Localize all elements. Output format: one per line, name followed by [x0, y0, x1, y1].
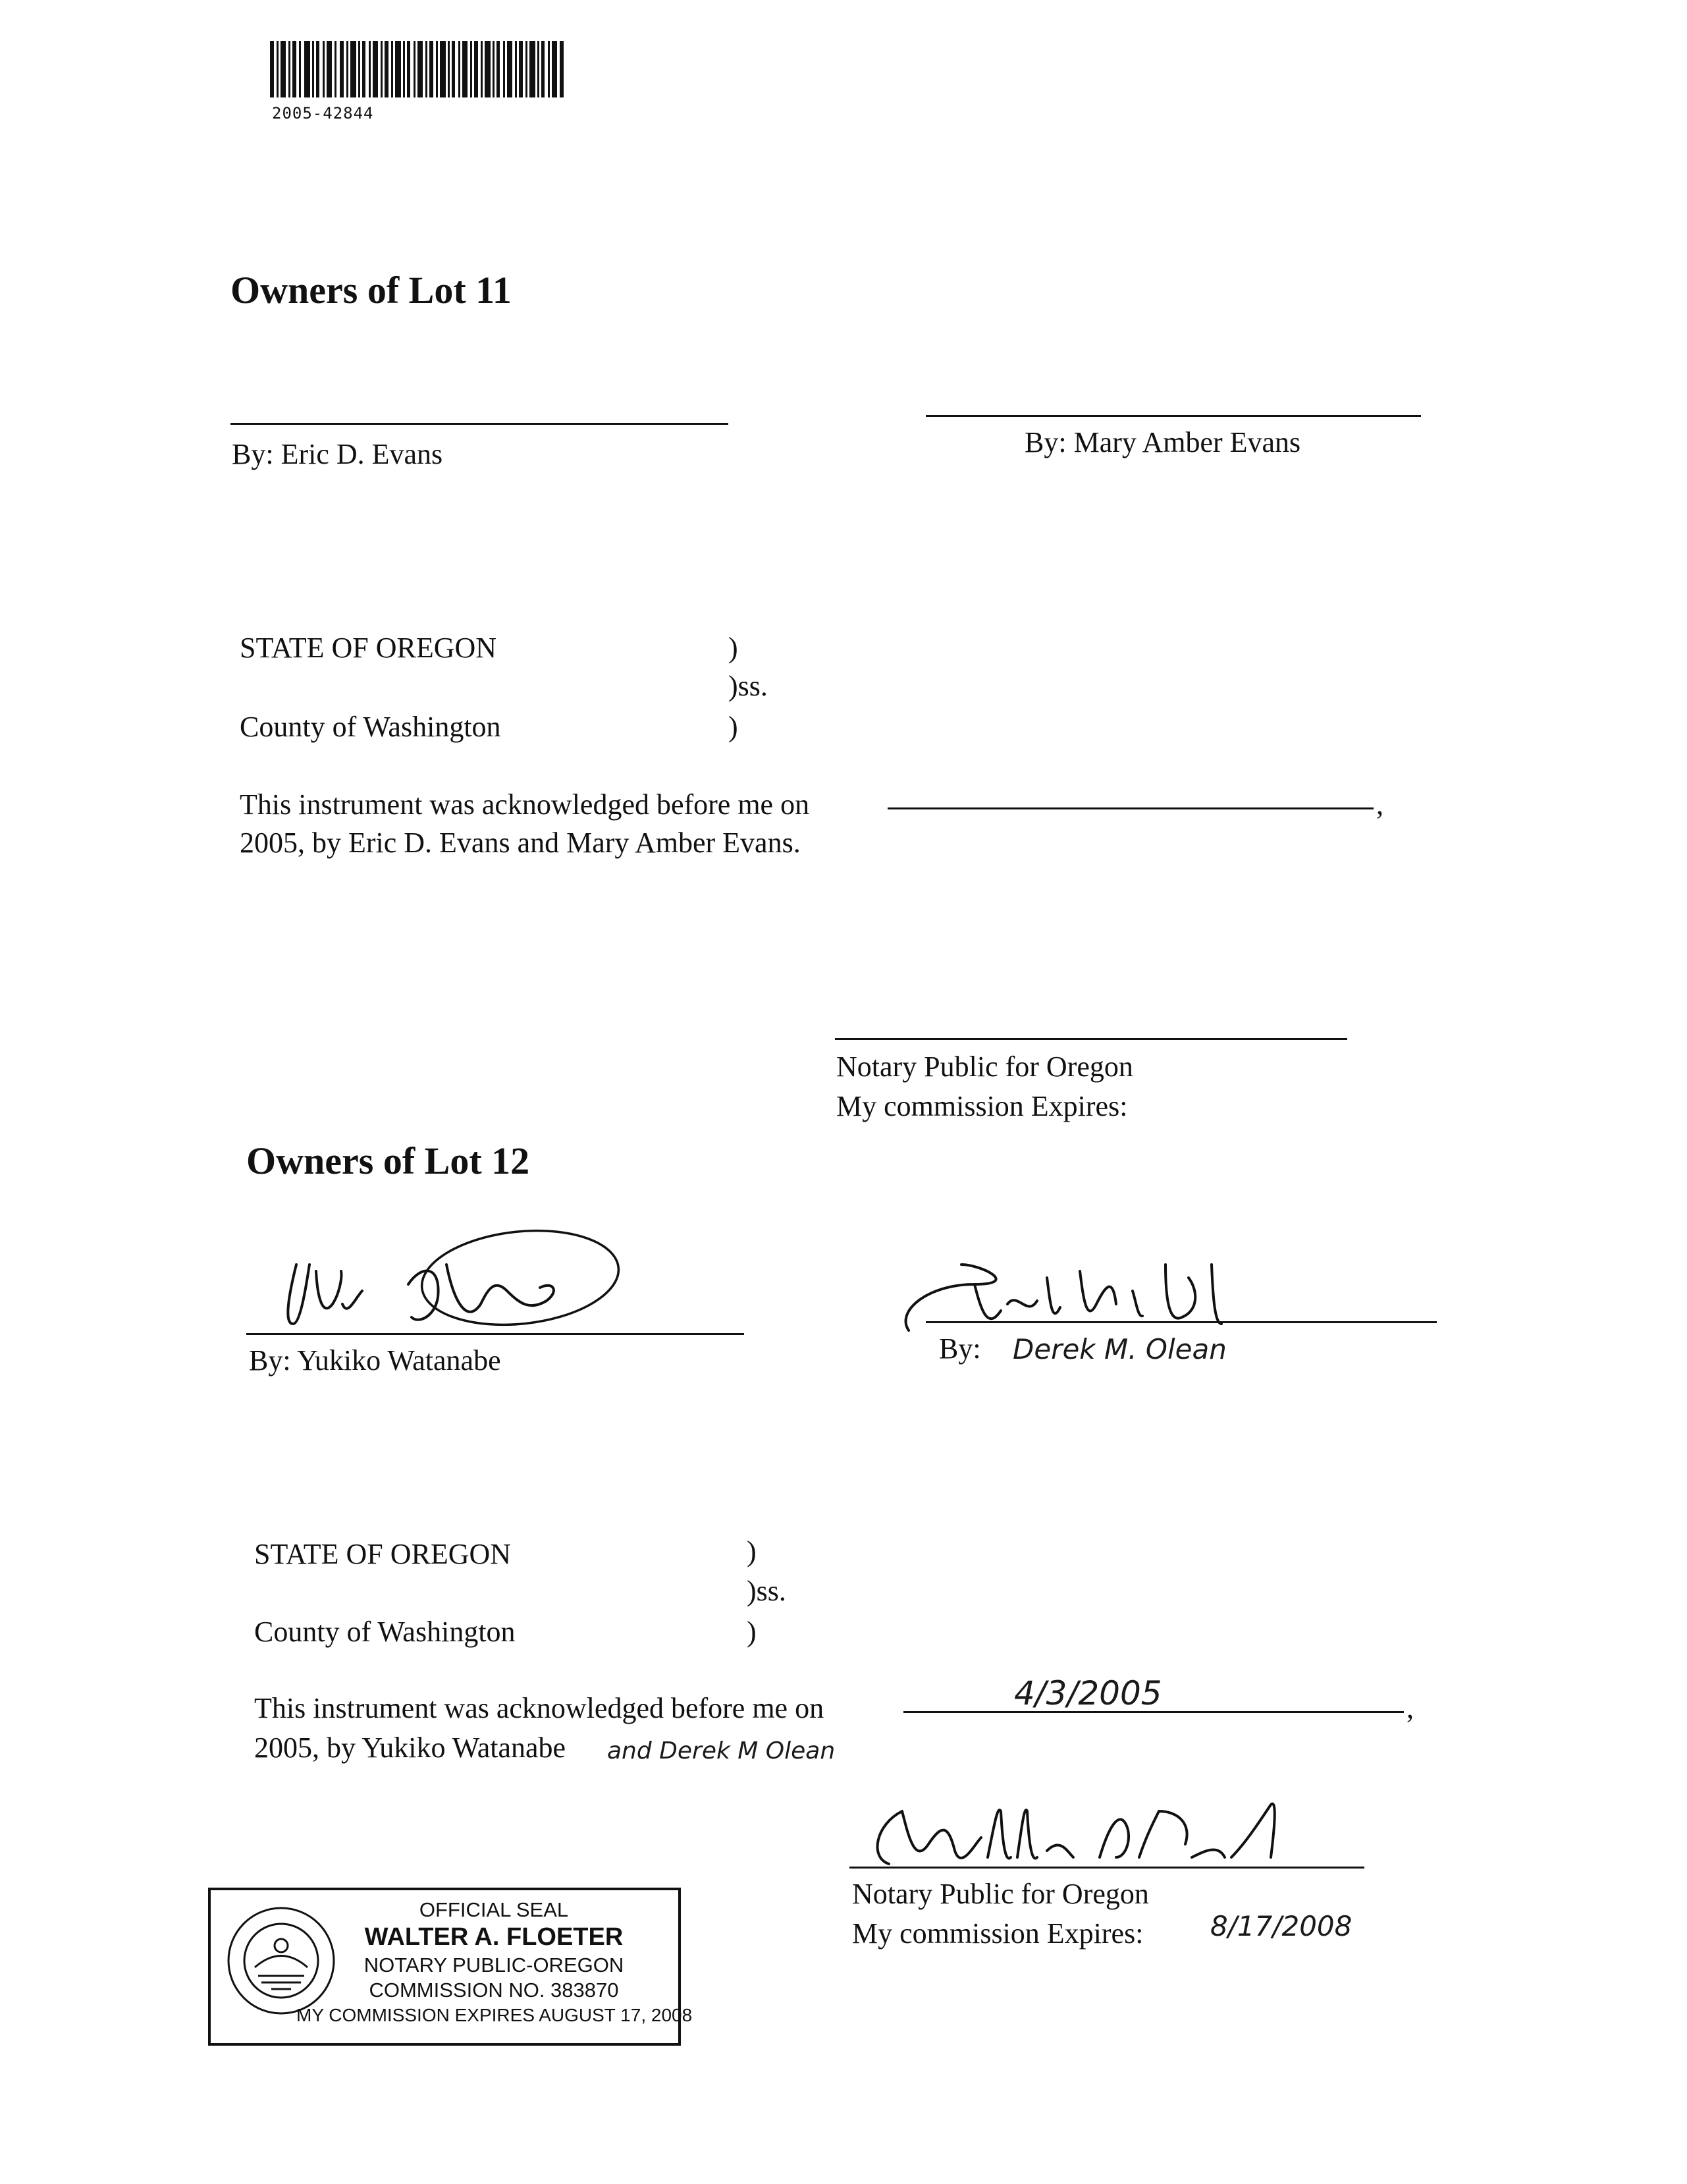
lot12-notary-title: Notary Public for Oregon: [852, 1878, 1149, 1910]
lot12-signer-2-handwritten: Derek M. Olean: [1013, 1333, 1227, 1365]
lot12-paren-2: ): [747, 1616, 757, 1648]
lot11-commission-label: My commission Expires:: [836, 1090, 1128, 1122]
lot12-signer-2-prefix: By:: [939, 1332, 981, 1365]
lot12-notary-signature-line: [849, 1867, 1364, 1869]
lot12-signature-1: [270, 1225, 626, 1347]
seal-line-3: NOTARY PUBLIC-OREGON: [363, 1953, 624, 1977]
oregon-state-seal-emblem: [225, 1905, 337, 2020]
lot11-ack-date-line: [888, 807, 1374, 809]
lot12-paren-1: ): [747, 1535, 757, 1568]
lot12-signature-line-2: [926, 1321, 1437, 1323]
lot12-signature-2: [889, 1238, 1258, 1347]
lot11-signature-line-2: [926, 415, 1421, 417]
seal-line-5: MY COMMISSION EXPIRES AUGUST 17, 2008: [296, 2005, 693, 2025]
seal-line-1: OFFICIAL SEAL: [419, 1898, 569, 1921]
lot12-ack-line-2: 2005, by Yukiko Watanabe: [254, 1732, 566, 1764]
seal-line-2: WALTER A. FLOETER: [364, 1923, 624, 1951]
barcode-number: 2005-42844: [272, 104, 374, 123]
seal-line-4: COMMISSION NO. 383870: [369, 1979, 619, 2002]
lot11-ack-line-1: This instrument was acknowledged before me on: [240, 788, 810, 821]
lot12-signer-1: By: Yukiko Watanabe: [249, 1344, 501, 1377]
lot12-ack-addition-handwritten: and Derek M Olean: [607, 1737, 836, 1764]
lot12-ss: )ss.: [747, 1575, 786, 1607]
lot11-signature-line-1: [230, 423, 728, 425]
lot11-ss: )ss.: [728, 670, 768, 702]
official-seal-stamp: [208, 1888, 693, 2046]
lot11-paren-2: ): [728, 711, 738, 743]
lot11-heading: Owners of Lot 11: [230, 269, 512, 312]
lot11-state: STATE OF OREGON: [240, 632, 497, 664]
lot11-county: County of Washington: [240, 711, 501, 743]
lot11-paren-1: ): [728, 632, 738, 664]
lot12-heading: Owners of Lot 12: [246, 1139, 530, 1182]
lot12-county: County of Washington: [254, 1616, 516, 1648]
lot11-signer-1: By: Eric D. Evans: [232, 438, 443, 470]
lot11-ack-line-2: 2005, by Eric D. Evans and Mary Amber Evans.: [240, 827, 801, 859]
lot12-state: STATE OF OREGON: [254, 1538, 512, 1570]
lot11-notary-signature-line: [835, 1038, 1347, 1040]
lot12-ack-line-1: This instrument was acknowledged before me on: [254, 1692, 824, 1724]
lot11-ack-comma: ,: [1376, 788, 1383, 821]
lot12-ack-date-handwritten: 4/3/2005: [1014, 1674, 1162, 1712]
lot11-signer-2: By: Mary Amber Evans: [1025, 426, 1301, 458]
lot12-commission-date-handwritten: 8/17/2008: [1210, 1910, 1352, 1942]
lot12-commission-label: My commission Expires:: [852, 1917, 1144, 1950]
lot12-ack-comma: ,: [1406, 1692, 1414, 1724]
lot12-ack-date-line: [903, 1711, 1404, 1713]
barcode: [270, 41, 566, 97]
lot12-signature-line-1: [246, 1333, 744, 1335]
lot11-notary-title: Notary Public for Oregon: [836, 1051, 1133, 1083]
